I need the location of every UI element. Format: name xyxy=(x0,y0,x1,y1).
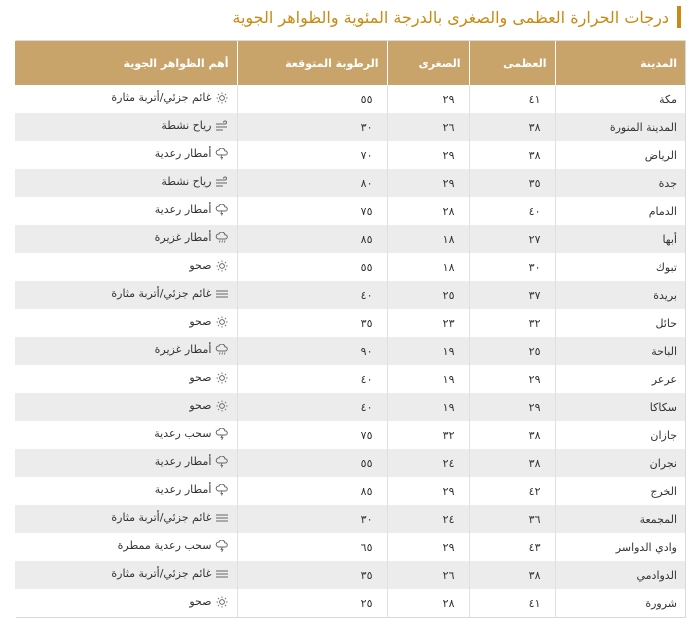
thunder-rain-icon xyxy=(215,148,229,160)
cell-min: ٢٩ xyxy=(387,141,469,169)
cell-min: ٢٣ xyxy=(387,309,469,337)
cell-city: عرعر xyxy=(555,365,685,393)
weather-label xyxy=(155,147,229,160)
cell-weather xyxy=(15,421,237,449)
weather-text: سحب رعدية ممطرة xyxy=(117,539,212,553)
wind-icon xyxy=(215,120,229,132)
cell-min: ٢٤ xyxy=(387,449,469,477)
weather-label xyxy=(189,595,228,608)
weather-text: أمطار غزيرة xyxy=(154,231,212,245)
header-max: العظمى xyxy=(469,41,555,85)
weather-label xyxy=(189,399,228,412)
table-row xyxy=(15,449,685,477)
cell-city: جازان xyxy=(555,421,685,449)
table-row xyxy=(15,169,685,197)
cell-max: ٤١ xyxy=(469,85,555,113)
rain-cloud-icon xyxy=(215,232,229,244)
haze-icon xyxy=(215,512,229,524)
cell-humidity: ٣٠ xyxy=(237,505,387,533)
table-row xyxy=(15,533,685,561)
weather-label xyxy=(111,567,228,580)
thunder-cloud-icon xyxy=(215,540,229,552)
weather-text: سحب رعدية xyxy=(154,427,212,441)
cell-city: الباحة xyxy=(555,337,685,365)
wind-icon xyxy=(215,176,229,188)
cell-max: ٣٧ xyxy=(469,281,555,309)
cell-min: ٢٤ xyxy=(387,505,469,533)
cell-weather xyxy=(15,393,237,421)
table-row xyxy=(15,393,685,421)
weather-text: رياح نشطة xyxy=(161,175,212,189)
weather-label xyxy=(189,259,228,272)
sun-icon xyxy=(215,596,229,608)
cell-max: ٤٣ xyxy=(469,533,555,561)
cell-max: ٣٨ xyxy=(469,421,555,449)
table-row xyxy=(15,589,685,617)
table-row xyxy=(15,85,685,113)
cell-humidity: ٣٥ xyxy=(237,309,387,337)
cell-weather xyxy=(15,477,237,505)
weather-label xyxy=(155,343,229,356)
cell-min: ١٨ xyxy=(387,225,469,253)
thunder-rain-icon xyxy=(215,204,229,216)
weather-label xyxy=(155,231,229,244)
cell-weather xyxy=(15,253,237,281)
table-row xyxy=(15,477,685,505)
cell-humidity: ٨٥ xyxy=(237,477,387,505)
cell-weather xyxy=(15,281,237,309)
cell-min: ٢٩ xyxy=(387,533,469,561)
table-row xyxy=(15,421,685,449)
cell-city: شرورة xyxy=(555,589,685,617)
page-title xyxy=(10,4,681,30)
table-row xyxy=(15,225,685,253)
header-min: الصغرى xyxy=(387,41,469,85)
rain-cloud-icon xyxy=(215,344,229,356)
cell-weather xyxy=(15,169,237,197)
weather-text: أمطار رعدية xyxy=(154,147,212,161)
weather-label xyxy=(155,483,229,496)
cell-max: ٢٩ xyxy=(469,365,555,393)
cell-humidity: ٩٠ xyxy=(237,337,387,365)
cell-weather xyxy=(15,337,237,365)
weather-label xyxy=(111,511,228,524)
table-row xyxy=(15,337,685,365)
sun-icon xyxy=(215,372,229,384)
cell-min: ٢٩ xyxy=(387,477,469,505)
sun-icon xyxy=(215,260,229,272)
cell-city: سكاكا xyxy=(555,393,685,421)
cell-city: الرياض xyxy=(555,141,685,169)
cell-max: ٤٢ xyxy=(469,477,555,505)
cell-min: ٢٩ xyxy=(387,85,469,113)
cell-city: بريدة xyxy=(555,281,685,309)
cell-humidity: ٥٥ xyxy=(237,449,387,477)
cell-city: الدوادمي xyxy=(555,561,685,589)
cell-city: المجمعة xyxy=(555,505,685,533)
weather-text: أمطار غزيرة xyxy=(154,343,212,357)
weather-label xyxy=(155,455,229,468)
cell-humidity: ٣٥ xyxy=(237,561,387,589)
cell-city: أبها xyxy=(555,225,685,253)
cell-max: ٤١ xyxy=(469,589,555,617)
weather-text: غائم جزئي/أتربة مثارة xyxy=(111,91,212,105)
cell-weather xyxy=(15,113,237,141)
weather-label xyxy=(161,175,228,188)
header-weather: أهم الظواهر الجوية xyxy=(15,41,237,85)
cell-min: ٢٨ xyxy=(387,589,469,617)
weather-text: صحو xyxy=(189,315,212,329)
weather-text: صحو xyxy=(189,259,212,273)
cell-city: جدة xyxy=(555,169,685,197)
header-city: المدينة xyxy=(555,41,685,85)
weather-label xyxy=(189,315,228,328)
table-body xyxy=(15,85,685,617)
thunder-cloud-icon xyxy=(215,428,229,440)
cell-weather xyxy=(15,449,237,477)
haze-icon xyxy=(215,288,229,300)
table-row xyxy=(15,141,685,169)
cell-humidity: ٤٠ xyxy=(237,393,387,421)
weather-label xyxy=(189,371,228,384)
cell-max: ٣٨ xyxy=(469,561,555,589)
sun-icon xyxy=(215,400,229,412)
cell-min: ٢٥ xyxy=(387,281,469,309)
cell-max: ٢٩ xyxy=(469,393,555,421)
cell-city: الخرج xyxy=(555,477,685,505)
cell-min: ٢٩ xyxy=(387,169,469,197)
cell-weather xyxy=(15,141,237,169)
haze-icon xyxy=(215,568,229,580)
cell-min: ٢٨ xyxy=(387,197,469,225)
cell-humidity: ٤٠ xyxy=(237,281,387,309)
cell-max: ٤٠ xyxy=(469,197,555,225)
sun-icon xyxy=(215,316,229,328)
cell-city: مكة xyxy=(555,85,685,113)
cell-min: ١٩ xyxy=(387,337,469,365)
cell-max: ٣٨ xyxy=(469,449,555,477)
weather-label xyxy=(155,203,229,216)
cell-min: ١٨ xyxy=(387,253,469,281)
cell-humidity: ٤٠ xyxy=(237,365,387,393)
cell-weather xyxy=(15,225,237,253)
cell-min: ٢٦ xyxy=(387,113,469,141)
header-humidity: الرطوبة المتوقعة xyxy=(237,41,387,85)
cell-city: حائل xyxy=(555,309,685,337)
page-title-text: درجات الحرارة العظمى والصغرى بالدرجة المئوية والظواهر الجوية xyxy=(232,7,669,27)
table-header-row xyxy=(15,41,685,85)
cell-weather xyxy=(15,309,237,337)
weather-text: غائم جزئي/أتربة مثارة xyxy=(111,567,212,581)
cell-min: ١٩ xyxy=(387,393,469,421)
cell-max: ٣٦ xyxy=(469,505,555,533)
cell-humidity: ٧٥ xyxy=(237,197,387,225)
cell-weather xyxy=(15,533,237,561)
weather-label xyxy=(154,427,228,440)
weather-text: أمطار رعدية xyxy=(154,203,212,217)
weather-label xyxy=(111,91,228,104)
cell-humidity: ٨٥ xyxy=(237,225,387,253)
cell-max: ٣٠ xyxy=(469,253,555,281)
table-row xyxy=(15,281,685,309)
weather-text: أمطار رعدية xyxy=(154,455,212,469)
cell-humidity: ٥٥ xyxy=(237,253,387,281)
table-row xyxy=(15,505,685,533)
weather-text: غائم جزئي/أتربة مثارة xyxy=(111,287,212,301)
cell-max: ٣٨ xyxy=(469,113,555,141)
cell-weather xyxy=(15,365,237,393)
cell-city: نجران xyxy=(555,449,685,477)
table-row xyxy=(15,365,685,393)
cell-max: ٢٧ xyxy=(469,225,555,253)
cell-max: ٢٥ xyxy=(469,337,555,365)
weather-label xyxy=(161,119,228,132)
table-row xyxy=(15,113,685,141)
cell-min: ٣٢ xyxy=(387,421,469,449)
thunder-rain-icon xyxy=(215,484,229,496)
cell-humidity: ٨٠ xyxy=(237,169,387,197)
cell-max: ٣٥ xyxy=(469,169,555,197)
cell-city: وادي الدواسر xyxy=(555,533,685,561)
sun-dust-icon xyxy=(215,92,229,104)
weather-table xyxy=(15,41,685,617)
cell-city: تبوك xyxy=(555,253,685,281)
cell-humidity: ٢٥ xyxy=(237,589,387,617)
table-row xyxy=(15,561,685,589)
weather-table-container xyxy=(16,40,686,618)
weather-text: صحو xyxy=(189,595,212,609)
cell-humidity: ٣٠ xyxy=(237,113,387,141)
weather-text: رياح نشطة xyxy=(161,119,212,133)
weather-text: أمطار رعدية xyxy=(154,483,212,497)
cell-weather xyxy=(15,197,237,225)
cell-min: ٢٦ xyxy=(387,561,469,589)
cell-weather xyxy=(15,561,237,589)
weather-label xyxy=(118,539,229,552)
title-accent-bar xyxy=(677,6,681,28)
weather-text: صحو xyxy=(189,371,212,385)
cell-min: ١٩ xyxy=(387,365,469,393)
table-row xyxy=(15,309,685,337)
cell-city: الدمام xyxy=(555,197,685,225)
cell-max: ٣٨ xyxy=(469,141,555,169)
thunder-rain-icon xyxy=(215,456,229,468)
cell-max: ٣٢ xyxy=(469,309,555,337)
table-row xyxy=(15,197,685,225)
weather-text: غائم جزئي/أتربة مثارة xyxy=(111,511,212,525)
cell-humidity: ٥٥ xyxy=(237,85,387,113)
weather-text: صحو xyxy=(189,399,212,413)
cell-weather xyxy=(15,505,237,533)
cell-humidity: ٧٥ xyxy=(237,421,387,449)
cell-city: المدينة المنورة xyxy=(555,113,685,141)
weather-label xyxy=(111,287,228,300)
table-row xyxy=(15,253,685,281)
cell-weather xyxy=(15,589,237,617)
cell-weather xyxy=(15,85,237,113)
cell-humidity: ٧٠ xyxy=(237,141,387,169)
cell-humidity: ٦٥ xyxy=(237,533,387,561)
